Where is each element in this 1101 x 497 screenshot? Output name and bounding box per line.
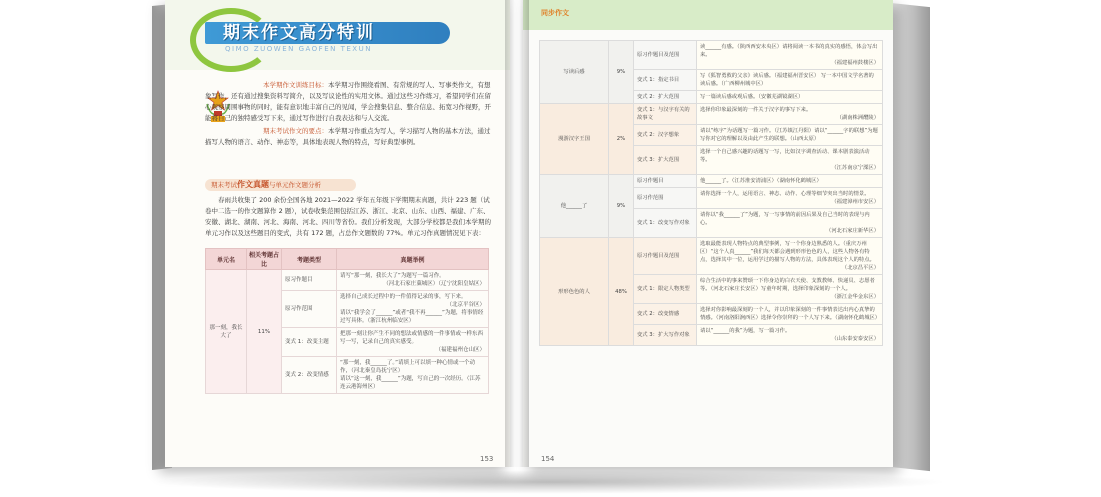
table-row: 那一刻，我长大了 11% 原习作题目 请写“那一刻，我长大了”为题写一篇习作。 （河北石家庄藁城区）（辽宁沈阳皇姑区） bbox=[206, 270, 489, 291]
table-row: 变式 3：扩大写作对象 请以“______的我”为题，写一篇习作。 （山东泰安泰安区） bbox=[540, 325, 883, 346]
table-row: 变式 1：改变写作对象 请你以“我______了”为题，写一写事情的前因后果及自己当时的表现与内心。 （河北石家庄新华区） bbox=[540, 209, 883, 238]
table-row: 变式 1：改变主题 把那一刻让你产生不同的想法或情感的一件事情或一样东西写一写，记录自己的真实感受。 （福建福州仓山区） bbox=[206, 328, 489, 357]
banner-subtitle: QIMO ZUOWEN GAOFEN TEXUN bbox=[225, 45, 372, 53]
section-title: 期末考试作文真题与单元作文题分析 bbox=[205, 179, 356, 191]
table-row: 变式 3：扩大范围 选择一个自己感兴趣的话题写一写，比如汉字调查活动、课本剧表演活动等。 （江苏南京宁溧区） bbox=[540, 146, 883, 175]
table-row: 变式 1：指定书目 写《狐智勇救的父亲》读后感。（福建福州晋安区） 写一本中国文学名著的读后感。（广西柳州城中区） bbox=[540, 70, 883, 91]
goal-label: 本学期作文训练目标： bbox=[263, 81, 328, 89]
table-row: 形形色色的人 48% 原习作题目及范围 选取最能表现人物特点的典型事例，写一个你身边熟悉的人。（重庆万州区）“这个人真______”我们每天都会遇到形形色色的人，这些人物各有特点，选择其中一位，运用学过的描写人物的方法，具体表现这个人的特点。 （北京昌平区） bbox=[540, 238, 883, 275]
right-page bbox=[523, 0, 893, 467]
analysis-paragraph: 春雨共收集了 200 余份全国各地 2021—2022 学年五年级下学期期末真题，共计 223 题（试卷中二选一的作文题算作 2 题），试卷收集范围包括江苏、浙江、北京、山东、山西、福建、广东、安徽、湖北、湖南、河北、海南、河北、四川等省份。我们分析发现，大部分学校都是我们本学期的单元习作以及这些题目的变式，共有 172 题，占总作文题数的 77%。单元习作真题情况见下表： bbox=[205, 196, 491, 237]
left-page bbox=[165, 0, 510, 467]
table-row: 变式 2：汉字想象 请以“练字”为话题写一篇习作。（江苏镇江丹阳）请以“______字的联想”为题写你对它的理解以及由此产生的联想。（山西太原） bbox=[540, 125, 883, 146]
table-header-row: 单元名 相关考题占比 考题类型 真题举例 bbox=[206, 249, 489, 270]
banner-title: 期末作文高分特训 bbox=[223, 23, 375, 43]
intro-text bbox=[205, 80, 495, 150]
exam-table-right bbox=[539, 40, 883, 346]
goal-text: 本学期习作围绕看图、有常规的写人、写事类作文，有想象写作，还有通过搜集资料写简介，以及写议论性的实用文体。通过这些习作练习，希望同学们在留心观察周围事物的同时，能有意识地丰富自己的见闻，学会搜集信息、整合信息、拓宽习作视野，开能将自己的独特感受写下来，通过写作进行自我表达和与人交流。 bbox=[205, 81, 491, 122]
table-row: 原习作范围 请你选择一个人，运用语言、神态、动作、心理等细节突出当时的情景。 （福建漳州市安区） bbox=[540, 188, 883, 209]
table-row: 漫游汉字王国 2% 变式 1：与汉字有关的故事文 选择你印象最深刻的一件关于汉字的事写下来。 （湖南株洲醴陵） bbox=[540, 104, 883, 125]
page-number-left: 153 bbox=[480, 455, 494, 463]
banner bbox=[165, 0, 510, 70]
exam-table-left bbox=[205, 248, 489, 394]
book-gutter bbox=[505, 0, 529, 467]
header-wave bbox=[523, 22, 893, 32]
page-number-right: 154 bbox=[541, 455, 555, 463]
book-shadow bbox=[150, 470, 950, 494]
table-row: 变式 2：扩大范围 写一篇读后感或观后感。（安徽芜湖镜湖区） bbox=[540, 91, 883, 104]
pct-cell: 11% bbox=[247, 270, 282, 394]
key-text: 本学期习作重点为写人，学习描写人物的基本方法，通过描写人物的语言、动作、神态等，具体地表现人物的特点，写好典型事例。 bbox=[205, 127, 491, 146]
table-row: 写读后感 9% 原习作题目及范围 读______有感。（陕西西安未央区）请将阅读一本书的真实的感悟，体会写出来。 （福建福州鼓楼区） bbox=[540, 41, 883, 70]
table-row: 变式 2：改变情感 “那一刻，我______了。”请填上可以填一种心情或一个动作，（河北秦皇岛抚宁区） 请以“这一刻，我______”为题，写自己的一次经历。（江苏连云港海州区） bbox=[206, 357, 489, 394]
unit-name-cell: 那一刻，我长大了 bbox=[206, 270, 247, 394]
table-row: 变式 1：限定人物类型 综合生活中的事来赞颂一下你身边的白衣天使、支教教师、快递员、志愿者等。（河北石家庄长安区）写童年时期，选择印象深刻的一个人。 （浙江金华金东区） bbox=[540, 275, 883, 304]
right-page-stack bbox=[890, 3, 930, 471]
key-label: 期末考试作文的要点： bbox=[263, 127, 328, 135]
right-header-label: 同步作文 bbox=[541, 9, 569, 17]
table-row: 原习作范围 选择自己成长过程中的一件值得记录的事，写下来。 （北京平谷区） 请以“我学会了______”或者“我不再______”为题，将事情经过写具体。（浙江杭州临安区） bbox=[206, 291, 489, 328]
table-row: 他______了 9% 原习作题目 他______了。（江苏淮安清浦区）（湖南怀化鹤城区） bbox=[540, 175, 883, 188]
table-row: 变式 2：改变情感 选择对你影响最深刻的一个人，并以印象深刻的一件事情表达出内心真挚的情感。（河南洛阳涧西区）选择令你崇拜的一个人写下来。（湖南怀化鹤城区） bbox=[540, 304, 883, 325]
